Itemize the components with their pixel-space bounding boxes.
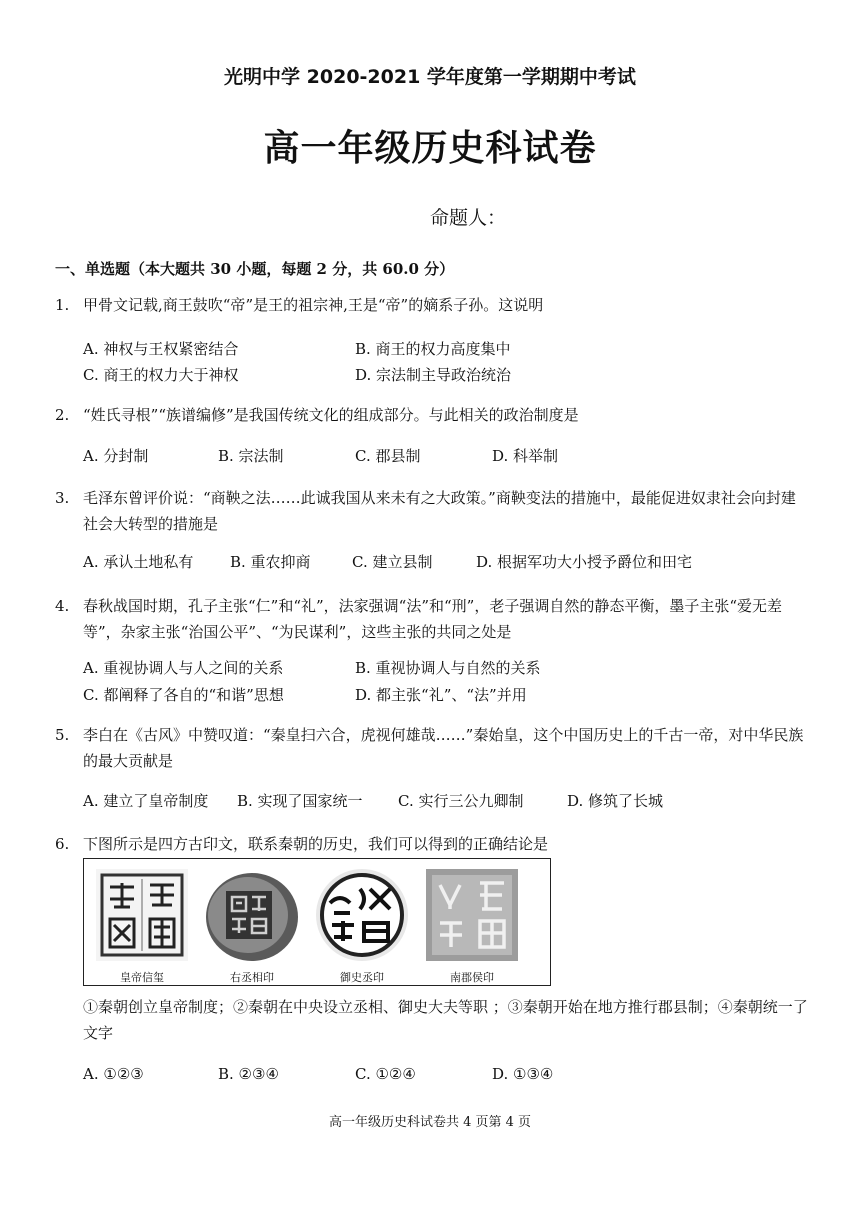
question-text: 毛泽东曾评价说：“商鞅之法……此诚我国从来未有之大政策。”商鞅变法的措施中，最能促进奴隶社会向封建社会大转型的措施是 [83, 489, 796, 533]
question-text: “姓氏寻根”“族谱编修”是我国传统文化的组成部分。与此相关的政治制度是 [83, 406, 579, 424]
option-c: C. 实行三公九卿制 [398, 792, 524, 810]
seal-caption-3: 御史丞印 [340, 971, 384, 984]
school-exam-title: 光明中学 2020-2021 学年度第一学期期中考试 [224, 66, 636, 88]
question-text: 李白在《古风》中赞叹道：“秦皇扫六合，虎视何雄哉……”秦始皇，这个中国历史上的千古一帝，对中华民族的最大贡献是 [83, 726, 804, 770]
option-c: C. 都阐释了各自的“和谐”思想 [83, 686, 284, 704]
seal-caption-1: 皇帝信玺 [120, 971, 164, 984]
statements-text: ①秦朝创立皇帝制度；②秦朝在中央设立丞相、御史大夫等职 ；③秦朝开始在地方推行郡县制；④秦朝统一了文字 [83, 998, 808, 1042]
author-label: 命题人： [430, 207, 507, 229]
question-number: 6. [55, 835, 70, 853]
seal-caption-4: 南郡侯印 [450, 971, 494, 984]
option-a: A. 重视协调人与人之间的关系 [83, 659, 284, 677]
option-b: B. 商王的权力高度集中 [355, 340, 511, 358]
question-number: 5. [55, 726, 70, 744]
option-a: A. 承认土地私有 [83, 553, 194, 571]
seal-image-3 [312, 865, 412, 965]
option-d: D. 根据军功大小授予爵位和田宅 [476, 553, 693, 571]
option-d: D. 科举制 [492, 447, 559, 465]
question-text: 春秋战国时期，孔子主张“仁”和“礼”，法家强调“法”和“刑”，老子强调自然的静态平衡，墨子主张“爱无差等”，杂家主张“治国公平”、“为民谋利”，这些主张的共同之处是 [83, 597, 783, 641]
option-c: C. ①②④ [355, 1065, 416, 1083]
paper-title: 高一年级历史科试卷 [263, 128, 597, 169]
question-number: 3. [55, 489, 70, 507]
seal-caption-2: 右丞相印 [230, 971, 274, 984]
option-d: D. 都主张“礼”、“法”并用 [355, 686, 527, 704]
seal-figure [83, 858, 551, 986]
question-text: 甲骨文记载,商王鼓吹“帝”是王的祖宗神,王是“帝”的嫡系子孙。这说明 [83, 296, 544, 314]
option-a: A. ①②③ [83, 1065, 144, 1083]
option-c: C. 商王的权力大于神权 [83, 366, 239, 384]
option-b: B. 重农抑商 [230, 553, 311, 571]
option-b: B. 实现了国家统一 [237, 792, 363, 810]
option-b: B. 宗法制 [218, 447, 284, 465]
option-b: B. ②③④ [218, 1065, 279, 1083]
option-c: C. 建立县制 [352, 553, 433, 571]
option-b: B. 重视协调人与自然的关系 [355, 659, 541, 677]
option-d: D. ①③④ [492, 1065, 554, 1083]
seal-image-1 [92, 865, 192, 965]
question-number: 1. [55, 296, 70, 314]
option-c: C. 郡县制 [355, 447, 421, 465]
page-footer: 高一年级历史科试卷共 4 页第 4 页 [328, 1115, 532, 1130]
option-a: A. 神权与王权紧密结合 [83, 340, 239, 358]
question-number: 4. [55, 597, 70, 615]
option-d: D. 修筑了长城 [567, 792, 664, 810]
seal-image-4 [422, 865, 522, 965]
seal-image-2 [202, 865, 302, 965]
question-number: 2. [55, 406, 70, 424]
question-text: 下图所示是四方古印文，联系秦朝的历史，我们可以得到的正确结论是 [83, 835, 549, 853]
section-heading: 一、单选题（本大题共 30 小题，每题 2 分，共 60.0 分） [55, 260, 455, 278]
option-a: A. 分封制 [83, 447, 149, 465]
option-d: D. 宗法制主导政治统治 [355, 366, 512, 384]
option-a: A. 建立了皇帝制度 [83, 792, 209, 810]
